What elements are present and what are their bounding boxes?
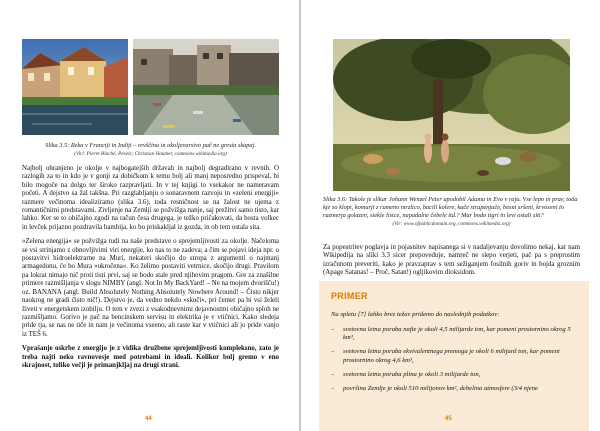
right-body: [323, 244, 580, 284]
paragraph: Za popestritev poglavja in pojasnitev napisanega si v nadaljevanju dovolimo nekaj, kar nam Wikipedija na sliki 3.3 sicer prepoveduje, namreč ne slepo verjeti, pač pa s preprostim izračunom preveriti, kako je pravzaprav s tem sežiganjem fosilnih goriv in bojda grozním (Apage Satanas! – Proč, Satan!) ogljikovim dioksidom.: [323, 244, 580, 277]
box-intro: Na spletu [7] lahko brez težav pridemo do naslednjih podatkov:: [331, 311, 500, 318]
bullet-icon: –: [331, 385, 335, 393]
caption-credit: (Vir: www.ofpublicdomain.org, commons.wikimedia.org): [392, 221, 511, 227]
list-item-text: površina Zemlje je okoli 510 milijonov km², debelina atmosfere (3/4 njene: [343, 385, 538, 393]
caption-text: Slika 3.6: Takole je slikar Johann Wenzel Peter upodobil Adama in Evo v raju. Vse lepo in prav, toda kje so klopi, komarji z rumeno mrzlico, bacili kolere, kače strupenjače, besni sršeni, krvoseni in razmerja golazen, stekle lisice, napadalne čebele itd.? Mar bodo tigri in levi ostali siti?: [323, 196, 578, 219]
photo-india-river: [133, 39, 279, 135]
closing-paragraph: Vprašanje oskrbe z energijo je z vidika družbene sprejemljivosti kompleksno, zato je treba najti neko ravnovesje med potrebami in ideali. Kolikor bolj gremo v eno skrajnost, toliko večji je primanjkljaj na drugi strani.: [22, 345, 279, 369]
list-item: [331, 348, 583, 364]
painting-adam-eve: [333, 39, 570, 191]
page-number: 45: [445, 416, 452, 422]
box-list: [331, 326, 583, 399]
bullet-icon: –: [331, 348, 335, 356]
list-item: [331, 371, 583, 379]
figure-caption: [323, 196, 580, 228]
right-page: [301, 0, 600, 431]
list-item-text: svetovna letna poraba nafte je okoli 4,5 milijarde ton, kar pomeni prostornino okrog 5 km³,: [343, 326, 571, 342]
caption-credit: (Viri: Pierre Blaché, Pexels; Christian Haumer, commons.wikimedia.org): [74, 151, 227, 157]
list-item-text: svetovna letna poraba plina je okoli 3 milijarde ton,: [343, 370, 481, 378]
left-body: [22, 165, 279, 376]
example-box: [319, 281, 589, 431]
figure-caption: [22, 142, 279, 158]
list-item-text: svetovna letna poraba ekvivalentnega premoga je okoli 6 milijard ton, kar pomeni prostornino okrog 4,6 km³,: [343, 348, 560, 364]
caption-text: Slika 3.5: Reka v Franciji in Indiji – revščina in okoljevarstvo pač ne gresta skupaj.: [45, 142, 256, 149]
list-item: [331, 385, 583, 393]
page-number: 44: [145, 416, 152, 422]
photo-france-river: [22, 39, 128, 135]
list-item: [331, 326, 583, 342]
left-page: [0, 0, 299, 431]
bullet-icon: –: [331, 326, 335, 333]
paragraph: Najbolj ohranjeno je okolje v najbogatejših državah in najbolj degradirano v revnih. O razlogih za to in kdo je v gonji za dobičkom k temu bolj ali manj neposredno prispeval, bi bilo mogoče na dolgo ter široko razpravljati. In v tej knjigi to vsekakor ne nameravam početi. A dejstvo sa žal takšna. Pri razglabljanju o sonaravnem razvoju in »zeleni energiji« razmere večinoma idealiziramo (slika 3.6), toda resničnost se na žalost ne ujema z romantičnimi predstavami. Zivljenje na Zemlji se požvižga nanje, saj prežitvi samo tisto, kar lahko. Ker se to običajno zgodi na račun česa drugega, je težko pričakovati, da bosta volkec in levček prijazno pozdravila bambija, ko bo priskakljal iz gozda, in ob tem ostala sita.: [22, 165, 279, 231]
paragraph: »Zelena energija« se požvižga tudi na naše predstave o sprejemljivosti za okolje. Načeloma se vsi strinjamo z obnovljivimi viri energije, ko nas to ne zadeva; a čim se pojavi ideja npr. o postavitvi hidroelektrarne na Muri, nekateri skočijo do stropa z argumenti o najmanj armagedonu, če bo Mura »ukročena«. Ko želimo postaviti vetrnice, skočijo drugi. Pravilom pa lokrat nimajo nič proti tisti prvi, saj se bodo stale pred njihovim pragom. Gre za znašilne primere razmišljanja v slogu NIMBY (angl. Not In My BackYard! – Ne na mojem dvorišču!) oz. BANANA (angl. Build Absolutely Nothing Absolutely Nowhere Around! – Čisto nikjer naokrog ne gradi čisto nič!). Dejstvo je, da vedno nekdo »skoči«, pri čemer pa bi vsi želeli živeti v energetskem izobilju. O tem v zvezi z vsakodnevnimi dejavnostmi običajno sploh ne razmišljamo. Gorivo je pač na bencinskem servisu in elektrika je v vtičnici. Kako sledeja pride tja, se nas ne tiče in nam je večinoma vseeno, ali raste kar v vtičnici ali jo pride vanjo iz TEŠ 6.: [22, 238, 279, 338]
bullet-icon: –: [331, 370, 335, 378]
box-title: PRIMER: [331, 291, 368, 301]
